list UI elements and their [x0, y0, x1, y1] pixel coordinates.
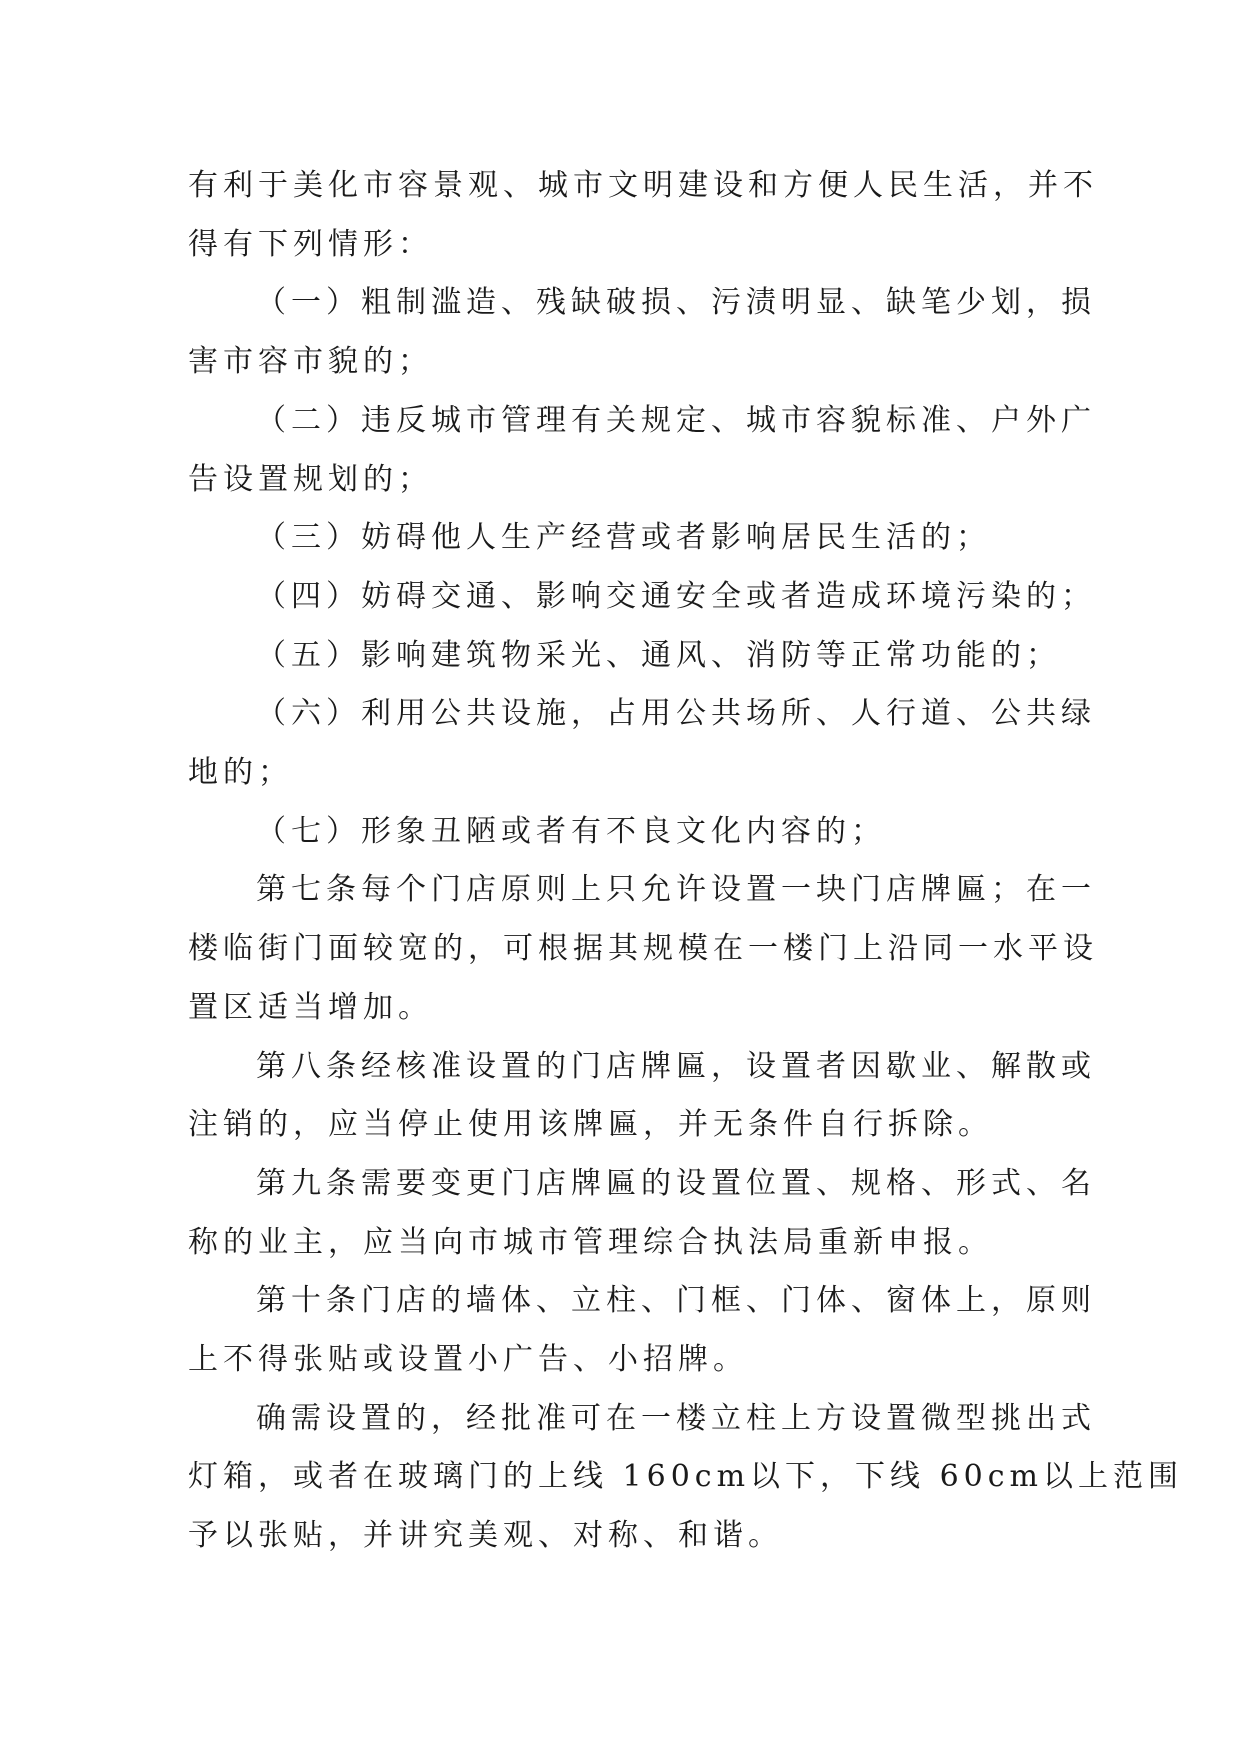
text-line: （二）违反城市管理有关规定、城市容貌标准、户外广	[256, 402, 1096, 438]
paragraph	[188, 1038, 1096, 1155]
text-line: 害市容市貌的；	[188, 344, 433, 380]
text-line: 第七条每个门店原则上只允许设置一块门店牌匾；在一	[256, 872, 1096, 908]
text-line: 第十条门店的墙体、立柱、门框、门体、窗体上，原则	[256, 1283, 1096, 1319]
text-line: （一）粗制滥造、残缺破损、污渍明显、缺笔少划，损	[256, 285, 1096, 321]
paragraph	[188, 509, 1068, 568]
text-line: （四）妨碍交通、影响交通安全或者造成环境污染的；	[256, 578, 1096, 614]
text-line: （六）利用公共设施，占用公共场所、人行道、公共绿	[256, 696, 1096, 732]
document-body	[188, 157, 1184, 1566]
paragraph	[188, 1390, 1184, 1566]
paragraph	[188, 392, 1096, 509]
text-line: 第八条经核准设置的门店牌匾，设置者因歇业、解散或	[256, 1048, 1096, 1084]
paragraph	[188, 861, 1098, 1037]
text-line: 予以张贴，并讲究美观、对称、和谐。	[188, 1518, 783, 1554]
text-line: 置区适当增加。	[188, 989, 433, 1025]
paragraph	[188, 685, 1096, 802]
paragraph	[188, 1155, 1096, 1272]
text-line: 告设置规划的；	[188, 461, 433, 497]
text-line: 地的；	[188, 755, 293, 791]
text-line: 第九条需要变更门店牌匾的设置位置、规格、形式、名	[256, 1165, 1096, 1201]
paragraph	[188, 274, 1096, 391]
text-line: 灯箱，或者在玻璃门的上线 160cm以下，下线 60cm以上范围	[188, 1459, 1184, 1495]
text-line: 楼临街门面较宽的，可根据其规模在一楼门上沿同一水平设	[188, 931, 1098, 967]
text-line: 称的业主，应当向市城市管理综合执法局重新申报。	[188, 1224, 993, 1260]
text-line: 注销的，应当停止使用该牌匾，并无条件自行拆除。	[188, 1107, 993, 1143]
text-line: 有利于美化市容景观、城市文明建设和方便人民生活，并不	[188, 168, 1098, 203]
paragraph	[188, 1272, 1096, 1389]
paragraph	[188, 568, 1096, 627]
text-line: 得有下列情形：	[188, 226, 433, 262]
paragraph	[188, 803, 1068, 862]
text-line: 确需设置的，经批准可在一楼立柱上方设置微型挑出式	[256, 1400, 1096, 1436]
paragraph	[188, 157, 1098, 274]
text-line: （七）形象丑陋或者有不良文化内容的；	[256, 813, 886, 849]
text-line: 上不得张贴或设置小广告、小招牌。	[188, 1342, 748, 1378]
text-line: （三）妨碍他人生产经营或者影响居民生活的；	[256, 520, 991, 556]
text-line: （五）影响建筑物采光、通风、消防等正常功能的；	[256, 637, 1061, 673]
paragraph	[188, 627, 1068, 686]
